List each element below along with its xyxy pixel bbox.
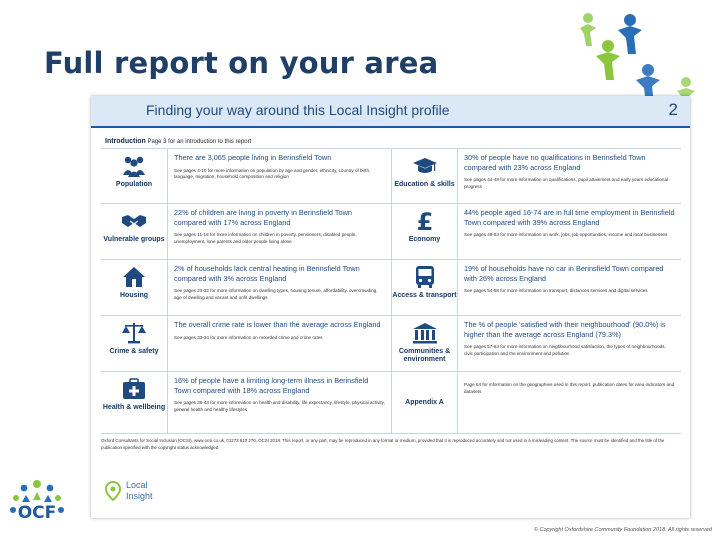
topic-label: Appendix A xyxy=(405,399,444,407)
topic-label: Access & transport xyxy=(392,292,457,299)
topic-label: Crime & safety xyxy=(109,348,159,355)
topic-appendix-a xyxy=(391,372,681,433)
handshake-icon xyxy=(121,208,147,234)
house-icon xyxy=(121,264,147,290)
topic-label: Economy xyxy=(408,236,441,243)
slide-title: Full report on your area xyxy=(44,46,439,80)
introduction-line xyxy=(105,138,251,145)
topic-note: See pages 11-18 for more information on children in poverty, pensioners, disabled people, unemployment, lone parents and older people living alone xyxy=(174,232,357,244)
ocf-logo xyxy=(4,478,70,538)
topic-note: See pages 57-63 for more information on neighbourhood satisfaction, the types of neighbourhoods, civic participation and the environment and pollution xyxy=(464,344,666,356)
figure-green-2 xyxy=(596,40,620,80)
scales-icon xyxy=(121,320,147,346)
topic-label: Vulnerable groups xyxy=(103,236,165,243)
figure-blue-1 xyxy=(618,14,642,54)
topic-note: Page 64 for information on the geographies used in this report, publication dates for area indicators and datasets xyxy=(464,382,675,394)
topic-stat: 19% of households have no car in Berinsfield Town compared with 26% across England xyxy=(464,264,664,283)
topic-stat: The % of people 'satisfied with their neighbourhood' (90.0%) is higher than the average across England (79.3%) xyxy=(464,320,666,339)
document-title: Finding your way around this Local Insight profile xyxy=(146,102,450,118)
map-pin-icon xyxy=(105,481,121,501)
topic-stat: 22% of children are living in poverty in Berinsfield Town compared with 17% across England xyxy=(174,208,352,227)
table-row xyxy=(101,372,681,434)
topic-communities-environment xyxy=(391,316,681,371)
topic-note: See pages 49-53 for more information on work, jobs, job opportunities, income and local businesses xyxy=(464,232,668,238)
local-insight-logo xyxy=(105,480,153,502)
bus-icon xyxy=(412,264,438,290)
topic-crime-safety xyxy=(101,316,391,371)
svg-text:£: £ xyxy=(416,209,433,233)
document-header xyxy=(91,96,690,128)
logo-text-local: Local xyxy=(126,480,148,490)
ocf-logo-text: OCF xyxy=(17,503,57,523)
introduction-note: Page 3 for an introduction to this report xyxy=(147,139,252,145)
copyright-notice: © Copyright Oxfordshire Community Foundation 2018. All rights reserved xyxy=(533,527,712,533)
topic-education xyxy=(391,149,681,203)
document-footer-note: Oxford Consultants for Social Inclusion (OCSI), www.ocsi.co.uk, 01273 810 270, OCSI 2018. This report, or any part, may be reproduced in any format or medium, provided that it is reproduced accurately and not used in a misleading context. The source must be identified and the title of the publication specified with the copyright status acknowledged. xyxy=(101,438,665,450)
people-icon xyxy=(121,153,147,179)
introduction-label: Introduction xyxy=(105,138,146,145)
topic-label: Population xyxy=(115,181,153,188)
topic-note: See pages 33-34 for more information on recorded crime and crime rates xyxy=(174,334,323,340)
table-row xyxy=(101,260,681,316)
topics-grid xyxy=(101,148,681,434)
topic-access-transport xyxy=(391,260,681,315)
figure-green-1 xyxy=(580,13,596,46)
topic-note: See pages 23-32 for more information on dwelling types, housing tenure, affordability, overcrowding, age of dwelling and vacant and unfit dwellings xyxy=(174,288,378,300)
topic-note: See pages 35-43 for more information on health and disability, life expectancy, lifestyle, physical activity, general health and healthy lifestyles xyxy=(174,400,385,412)
topic-stat: 44% people aged 16-74 are in full time employment in Berinsfield Town compared with 39% across England xyxy=(464,208,675,227)
topic-stat: 16% of people have a limiting long-term illness in Berinsfield Town compared with 18% across England xyxy=(174,376,369,395)
profile-document-page xyxy=(91,96,690,518)
topic-label: Education & skills xyxy=(394,181,455,188)
topic-stat: 30% of people have no qualifications in Berinsfield Town compared with 23% across England xyxy=(464,153,646,172)
topic-note: See pages 54-58 for more information on transport, distances services and digital services xyxy=(464,288,648,294)
topic-stat: The overall crime rate is lower than the average across England xyxy=(174,320,381,329)
table-row xyxy=(101,204,681,260)
topic-housing xyxy=(101,260,391,315)
topic-note: See pages 4-10 for more information on population by age and gender, ethnicity, country of birth, language, migration, household composition and religion xyxy=(174,167,371,180)
topic-note: See pages 44-48 for more information on qualifications, pupil attainment and early years educational progress xyxy=(464,177,669,189)
topic-health-wellbeing xyxy=(101,372,391,433)
topic-vulnerable-groups xyxy=(101,204,391,259)
pound-icon xyxy=(412,208,438,234)
medical-kit-icon xyxy=(121,376,147,402)
table-row xyxy=(101,316,681,372)
building-icon xyxy=(412,320,438,346)
document-page-number: 2 xyxy=(668,100,678,119)
table-row xyxy=(101,148,681,204)
topic-economy xyxy=(391,204,681,259)
topic-stat: There are 3,065 people living in Berinsfield Town xyxy=(174,153,332,162)
logo-text-insight: Insight xyxy=(126,490,153,501)
topic-label: Communities & environment xyxy=(398,348,451,364)
topic-population xyxy=(101,149,391,203)
topic-label: Housing xyxy=(120,292,148,299)
graduation-cap-icon xyxy=(412,153,438,179)
topic-label: Health & wellbeing xyxy=(102,404,166,411)
topic-stat: 2% of households lack central heating in Berinsfield Town compared with 3% across England xyxy=(174,264,360,283)
